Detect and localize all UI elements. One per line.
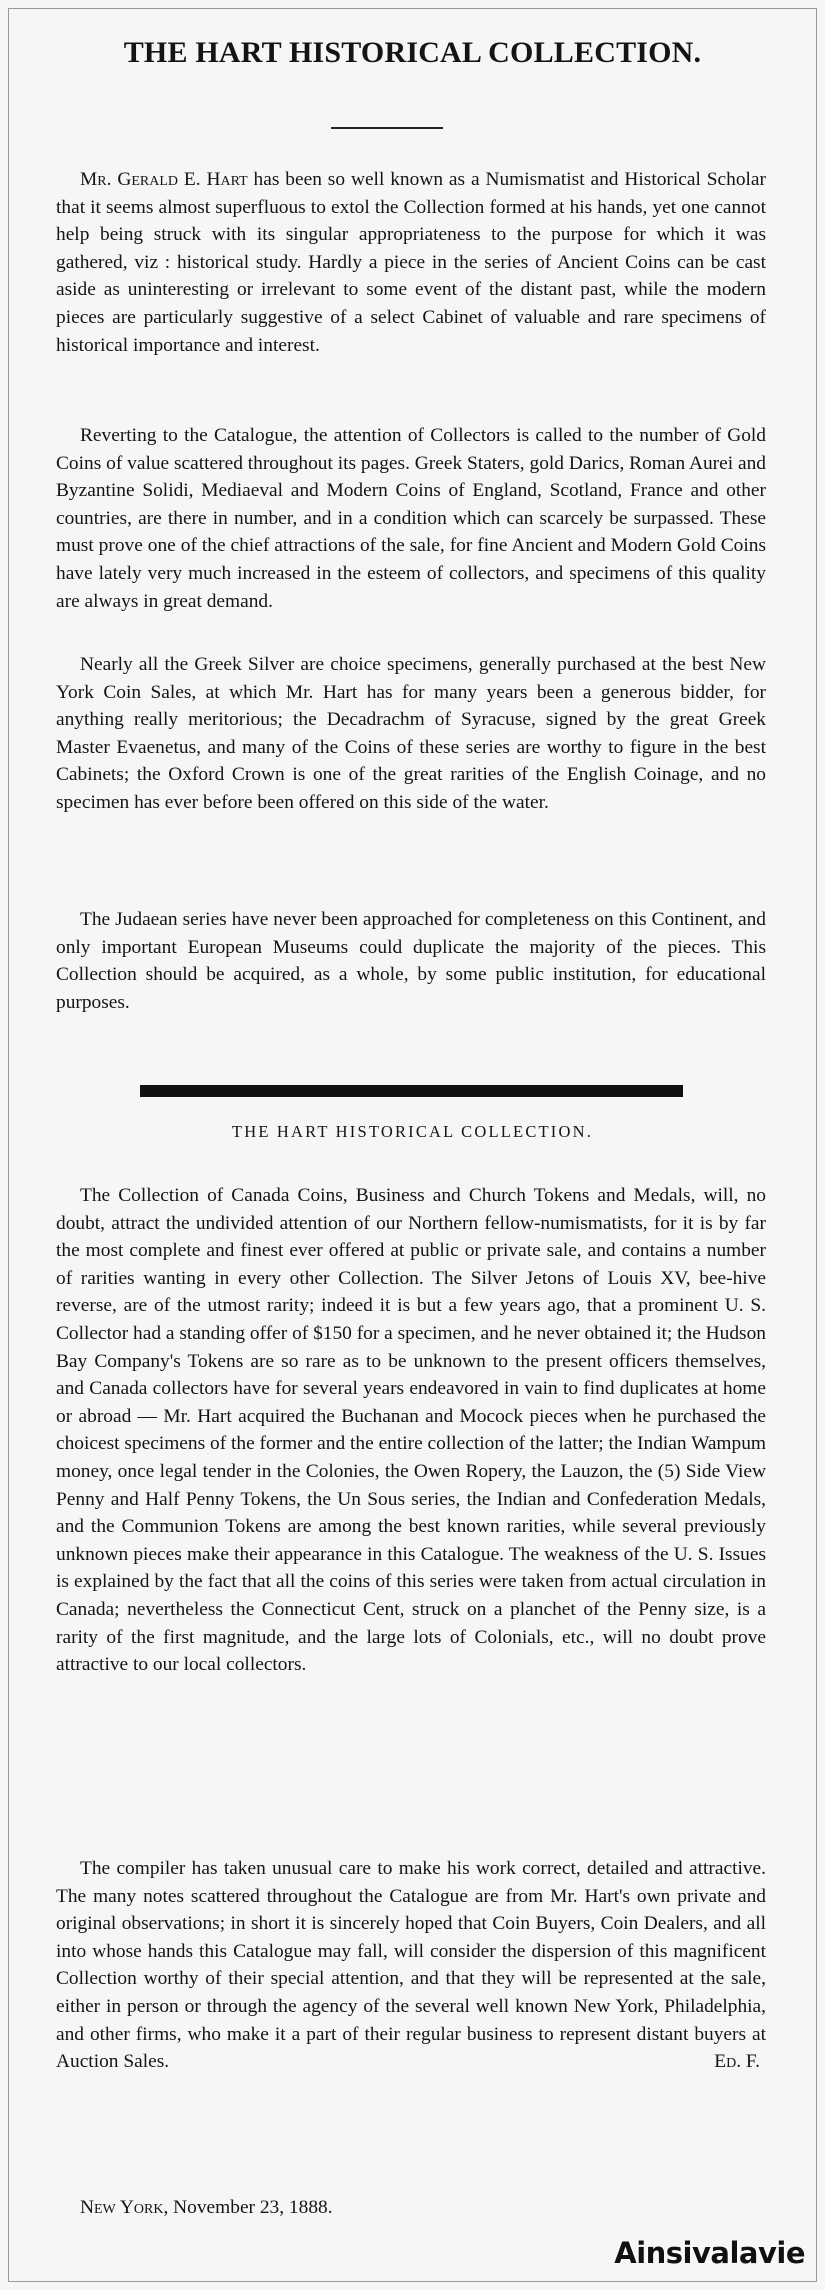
title-divider — [331, 127, 443, 129]
section-title: THE HART HISTORICAL COLLECTION. — [231, 1122, 594, 1141]
watermark-logo: Ainsivalavie — [614, 2236, 805, 2270]
signature: Ed. F. — [714, 2051, 760, 2073]
intro-paragraph-1 — [56, 166, 766, 359]
body-paragraph-2: The compiler has taken unusual care to make his work correct, detailed and attractive. The many notes scattered throughout the Catalogue are from Mr. Hart's own private and original observations; in short it is sincerely hoped that Coin Buyers, Coin Dealers, and all into whose hands this Catalogue may fall, will consider the dispersion of this magnificent Collection worthy of their special attention, and that they will be represented at the sale, either in person or through the agency of the several well known New York, Philadelphia, and other firms, who make it a part of their regular business to represent distant buyers at Auction Sales. — [56, 1858, 766, 2073]
dateline — [80, 2197, 333, 2219]
body-paragraph-1: The Collection of Canada Coins, Business and Church Tokens and Medals, will, no doubt, attract the undivided attention of our Northern fellow-numismatists, for it is by far the most complete and finest ever offered at public or private sale, and contains a number of rarities wanting in every other Collection. The Silver Jetons of Louis XV, bee-hive reverse, are of the utmost rarity; indeed it is but a few years ago, that a prominent U. S. Collector had a standing offer of $150 for a specimen, and he never obtained it; the Hudson Bay Company's Tokens are so rare as to be unknown to the present officers themselves, and Canada collectors have for several years endeavored in vain to find duplicates at home or abroad — Mr. Hart acquired the Buchanan and Mocock pieces when he purchased the choicest specimens of the former and the entire collection of the latter; the Indian Wampum money, once legal tender in the Colonies, the Owen Ropery, the Lauzon, the (5) Side View Penny and Half Penny Tokens, the Un Sous series, the Indian and Confederation Medals, and the Communion Tokens are among the best known rarities, while several previously unknown pieces make their appearance in this Catalogue. The weakness of the U. S. Issues is explained by the fact that all the coins of this series were taken from actual circulation in Canada; nevertheless the Connecticut Cent, struck on a planchet of the Penny size, is a rarity of the first magnitude, and the large lots of Colonials, etc., will no doubt prove attractive to our local collectors. — [56, 1185, 766, 1676]
author-name: Mr. Gerald E. Hart — [80, 169, 248, 190]
intro-paragraph-4: The Judaean series have never been approached for completeness on this Continent, and only important European Museums could duplicate the majority of the pieces. This Collection should be acquired, as a whole, by some public institution, for educational purposes. — [56, 909, 766, 1013]
intro-paragraph-3: Nearly all the Greek Silver are choice specimens, generally purchased at the best New York Coin Sales, at which Mr. Hart has for many years been a generous bidder, for anything really meritorious; the Decadrachm of Syracuse, signed by the great Greek Master Evaenetus, and many of the Coins of these series are worthy to figure in the best Cabinets; the Oxford Crown is one of the great rarities of the English Coinage, and no specimen has ever before been offered on this side of the water. — [56, 654, 766, 813]
dateline-place: New York, — [80, 2197, 169, 2218]
dateline-date: November 23, 1888. — [168, 2197, 333, 2218]
intro-paragraph-1-text: has been so well known as a Numismatist and Historical Scholar that it seems almost superfluous to extol the Collection formed at his hands, yet one cannot help being struck with its singular appropriateness to the purpose for which it was gathered, viz : historical study. Hardly a piece in the series of Ancient Coins can be cast aside as uninteresting or irrelevant to some event of the distant past, while the modern pieces are particularly suggestive of a select Cabinet of valuable and rare specimens of historical importance and interest. — [56, 169, 766, 356]
section-divider — [140, 1085, 683, 1097]
body-paragraph-2-block — [56, 1855, 766, 2076]
intro-paragraph-2: Reverting to the Catalogue, the attention of Collectors is called to the number of Gold Coins of value scattered throughout its pages. Greek Staters, gold Darics, Roman Aurei and Byzantine Solidi, Mediaeval and Modern Coins of England, Scotland, France and other countries, are there in number, and in a condition which can scarcely be surpassed. These must prove one of the chief attractions of the sale, for fine Ancient and Modern Gold Coins have lately very much increased in the esteem of collectors, and specimens of this quality are always in great demand. — [56, 425, 766, 612]
page-title: THE HART HISTORICAL COLLECTION. — [123, 36, 702, 69]
